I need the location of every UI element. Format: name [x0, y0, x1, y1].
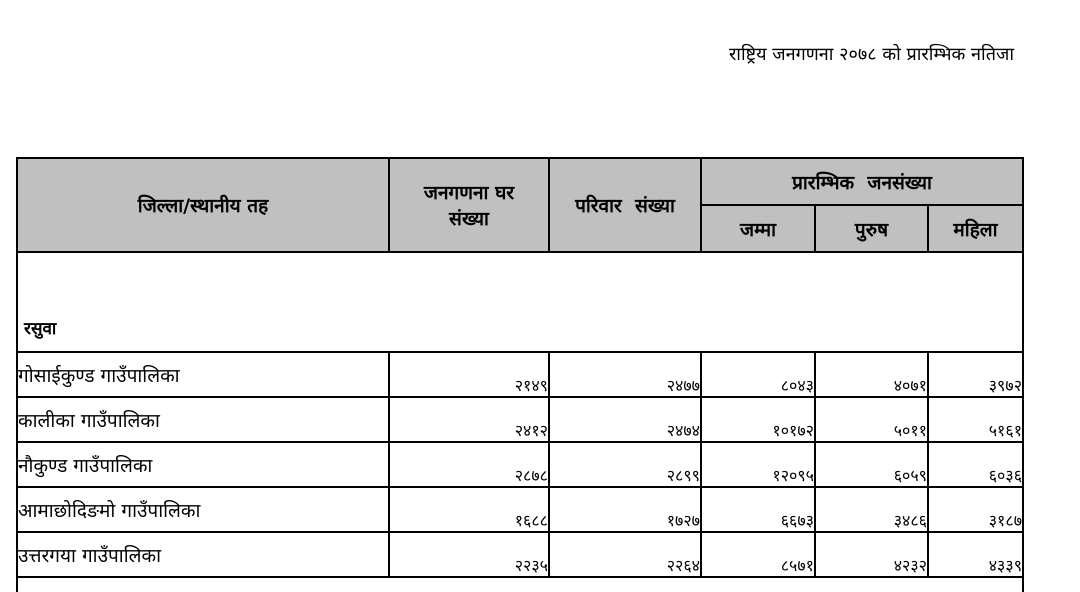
- male-cell: ४२३२: [815, 532, 928, 577]
- table-row: [17, 442, 1023, 487]
- header-total: जम्मा: [701, 205, 815, 252]
- local-level-name: उत्तरगया गाउँपालिका: [17, 532, 389, 577]
- table-row: [17, 397, 1023, 442]
- households-cell: २४७७: [549, 352, 701, 397]
- census-houses-cell: २२३५: [389, 532, 549, 577]
- census-houses-cell: २८७८: [389, 442, 549, 487]
- local-level-name: कालीका गाउँपालिका: [17, 397, 389, 442]
- header-male: पुरुष: [815, 205, 928, 252]
- male-cell: ४०७१: [815, 352, 928, 397]
- female-cell: ३१८७: [928, 487, 1023, 532]
- table-continuation: [17, 577, 1023, 592]
- census-houses-cell: २१४९: [389, 352, 549, 397]
- header-district-local: जिल्ला/स्थानीय तह: [17, 158, 389, 252]
- header-prelim-population: प्रारम्भिक जनसंख्या: [701, 158, 1023, 205]
- header-row: [17, 158, 1023, 205]
- header-households: परिवार संख्या: [549, 158, 701, 252]
- total-cell: ८०४३: [701, 352, 815, 397]
- households-cell: २४७४: [549, 397, 701, 442]
- table-row: [17, 352, 1023, 397]
- male-cell: ३४८६: [815, 487, 928, 532]
- female-cell: ३९७२: [928, 352, 1023, 397]
- female-cell: ४३३९: [928, 532, 1023, 577]
- total-cell: ६६७३: [701, 487, 815, 532]
- document-title: राष्ट्रिय जनगणना २०७८ को प्रारम्भिक नतिजा: [728, 44, 1014, 65]
- header-census-houses-line2: संख्या: [449, 208, 489, 230]
- census-houses-cell: २४१२: [389, 397, 549, 442]
- local-level-name: नौकुण्ड गाउँपालिका: [17, 442, 389, 487]
- total-cell: ८५७१: [701, 532, 815, 577]
- census-houses-cell: १६८८: [389, 487, 549, 532]
- male-cell: ६०५९: [815, 442, 928, 487]
- households-cell: २२६४: [549, 532, 701, 577]
- female-cell: ६०३६: [928, 442, 1023, 487]
- header-female: महिला: [928, 205, 1023, 252]
- table-row: [17, 532, 1023, 577]
- households-cell: १७२७: [549, 487, 701, 532]
- spacer-row: [17, 252, 1023, 303]
- local-level-name: आमाछोदिङमो गाउँपालिका: [17, 487, 389, 532]
- total-cell: १०१७२: [701, 397, 815, 442]
- households-cell: २८९९: [549, 442, 701, 487]
- district-name: रसुवा: [17, 303, 1023, 352]
- table-row: [17, 487, 1023, 532]
- census-table: [16, 157, 1024, 592]
- header-census-houses-line1: जनगणना घर: [423, 182, 515, 204]
- total-cell: १२०९५: [701, 442, 815, 487]
- male-cell: ५०११: [815, 397, 928, 442]
- female-cell: ५१६१: [928, 397, 1023, 442]
- header-census-houses: [389, 158, 549, 252]
- district-row: [17, 303, 1023, 352]
- local-level-name: गोसाईकुण्ड गाउँपालिका: [17, 352, 389, 397]
